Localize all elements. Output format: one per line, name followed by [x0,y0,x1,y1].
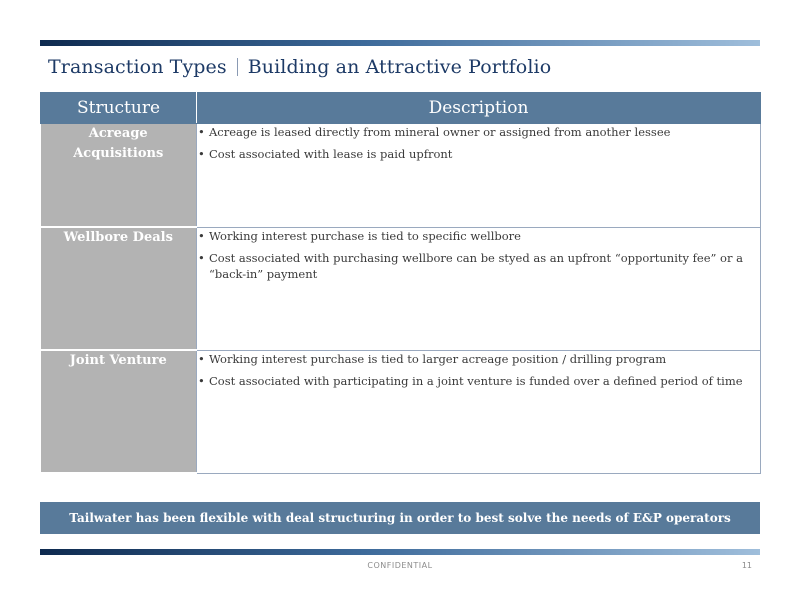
bullet-icon: • [198,228,205,243]
table-row [41,124,761,228]
bullet-list [197,228,760,282]
bullet-item [197,250,760,282]
confidential-label: CONFIDENTIAL [367,561,433,570]
bullet-item [197,228,760,244]
bullet-text: Working interest purchase is tied to larger acreage position / drilling program [209,351,667,366]
structure-cell-wellbore-deals [41,227,197,350]
top-accent-bar [40,40,760,46]
bullet-item [197,373,760,389]
transaction-types-table [40,92,761,474]
bullet-item [197,351,760,367]
table-header-row [41,93,761,124]
bullet-icon: • [198,125,205,139]
bottom-accent-bar [40,549,760,555]
column-header-structure: Structure [41,93,197,124]
summary-banner-text: Tailwater has been flexible with deal structuring in order to best solve the needs of E&P operators [69,511,731,525]
bullet-text: Cost associated with purchasing wellbore can be styed as an upfront “opportunity fee” or a “back-in” payment [209,250,743,281]
structure-cell-joint-venture [41,350,197,473]
title-separator [237,58,238,76]
structure-label-line: Wellbore Deals [63,230,173,245]
structure-label-line: Acreage [88,126,148,141]
bullet-text: Acreage is leased directly from mineral owner or assigned from another lessee [209,125,671,139]
bullet-icon: • [198,351,205,366]
bullet-text: Cost associated with participating in a joint venture is funded over a defined period of time [209,373,743,388]
bullet-item [197,124,760,140]
bullet-list [197,351,760,389]
description-cell [197,227,761,350]
bullet-list [197,124,760,162]
bullet-item [197,146,760,162]
structure-label-line: Acquisitions [73,146,164,161]
bullet-icon: • [198,373,205,388]
page-number: 11 [741,561,752,570]
description-cell [197,124,761,228]
page-title-subtitle: Building an Attractive Portfolio [247,56,552,78]
column-header-description: Description [197,93,761,124]
summary-banner [40,502,760,534]
bullet-icon: • [198,250,205,265]
bullet-icon: • [198,147,205,161]
structure-cell-acreage-acquisitions [41,124,197,228]
bullet-text: Working interest purchase is tied to specific wellbore [209,228,521,243]
table-row [41,227,761,350]
page-title [48,54,551,80]
page-title-main: Transaction Types [48,56,227,78]
structure-label-line: Joint Venture [69,353,167,368]
table-row [41,350,761,473]
bullet-text: Cost associated with lease is paid upfront [209,147,453,161]
description-cell [197,350,761,473]
